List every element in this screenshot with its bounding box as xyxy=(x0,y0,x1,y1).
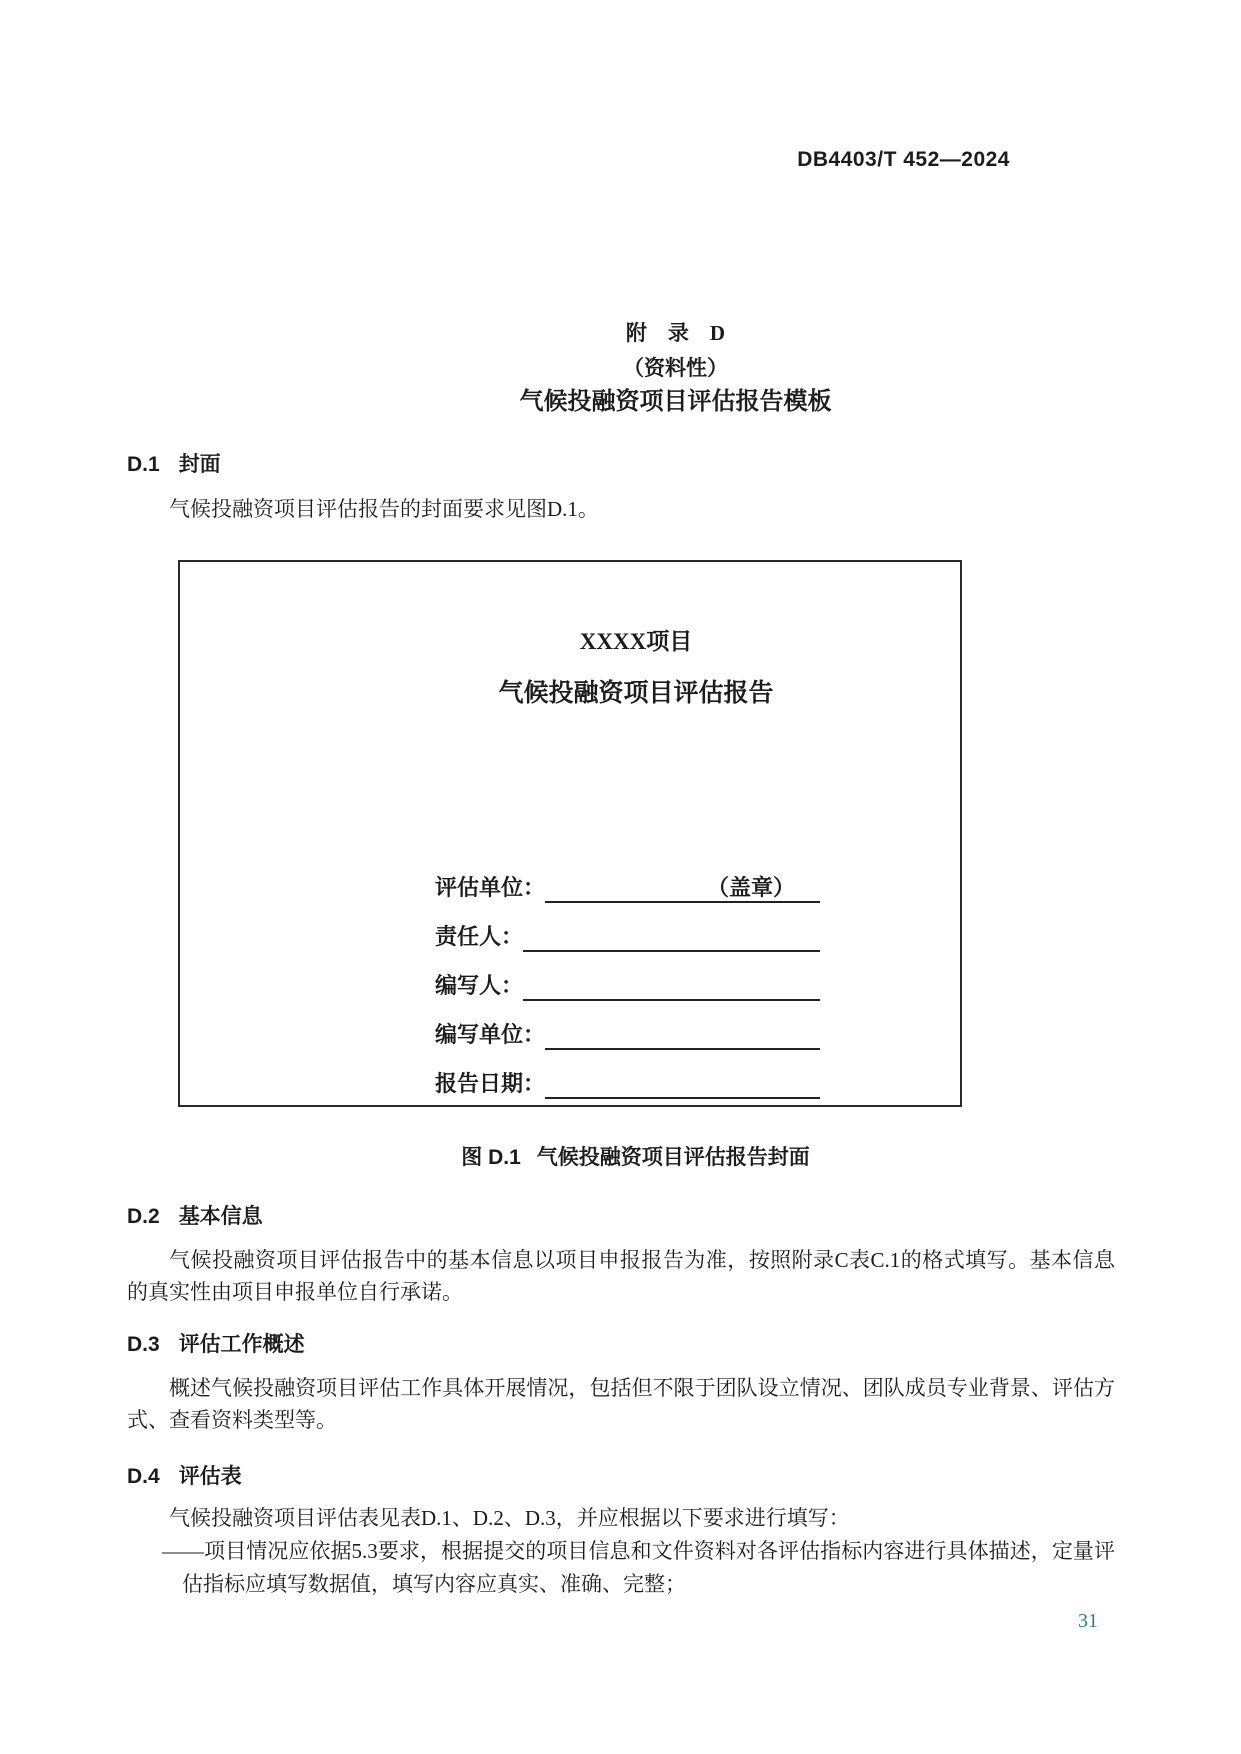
field-row-author-unit xyxy=(435,1001,820,1050)
figure-cover-box xyxy=(178,560,962,1107)
section-title-d4: 评估表 xyxy=(178,1465,242,1488)
standard-number: DB4403/T 452—2024 xyxy=(797,148,1010,171)
cover-title-block xyxy=(312,627,960,711)
field-row-assessment-unit xyxy=(435,854,820,903)
field-blank-line xyxy=(523,920,820,952)
paragraph-d2: 气候投融资项目评估报告中的基本信息以项目申报报告为准，按照附录C表C.1的格式填写。基本信息的真实性由项目申报单位自行承诺。 xyxy=(127,1248,1115,1304)
section-number-d1: D.1 xyxy=(127,453,160,476)
field-row-report-date xyxy=(435,1050,820,1099)
section-title-d2: 基本信息 xyxy=(178,1205,263,1228)
seal-annotation: （盖章） xyxy=(706,875,795,900)
paragraph-d4: 气候投融资项目评估表见表D.1、D.2、D.3，并应根据以下要求进行填写： xyxy=(169,1506,850,1530)
field-blank-line xyxy=(545,871,820,903)
field-label-author: 编写人： xyxy=(435,973,524,998)
page-number: 31 xyxy=(1078,1610,1098,1632)
section-heading-d1 xyxy=(127,448,221,478)
field-label-assessment-unit: 评估单位： xyxy=(435,875,546,900)
appendix-title-block xyxy=(110,316,1241,420)
appendix-title-line3: 气候投融资项目评估报告模板 xyxy=(519,389,832,415)
section-title-d1: 封面 xyxy=(178,453,221,476)
section-heading-d3 xyxy=(127,1328,305,1358)
section-number-d3: D.3 xyxy=(127,1333,160,1356)
figure-caption-text: 气候投融资项目评估报告封面 xyxy=(536,1146,810,1169)
section-title-d3: 评估工作概述 xyxy=(178,1333,305,1356)
field-label-report-date: 报告日期： xyxy=(435,1071,546,1096)
appendix-title-line1: 附 录 D xyxy=(625,321,726,345)
cover-report-title: 气候投融资项目评估报告 xyxy=(498,680,774,707)
section-number-d2: D.2 xyxy=(127,1205,160,1228)
section-number-d4: D.4 xyxy=(127,1465,160,1488)
figure-caption xyxy=(30,1141,1241,1171)
field-blank-line xyxy=(523,969,820,1001)
section-heading-d4 xyxy=(127,1460,242,1490)
paragraph-d1: 气候投融资项目评估报告的封面要求见图D.1。 xyxy=(169,497,599,521)
paragraph-d3: 概述气候投融资项目评估工作具体开展情况，包括但不限于团队设立情况、团队成员专业背景、评估方式、查看资料类型等。 xyxy=(127,1376,1115,1432)
appendix-title-line2: （资料性） xyxy=(623,356,728,380)
field-label-responsible-person: 责任人： xyxy=(435,924,524,949)
field-row-author xyxy=(435,952,820,1001)
field-label-author-unit: 编写单位： xyxy=(435,1022,546,1047)
figure-caption-number: 图 D.1 xyxy=(461,1146,521,1169)
cover-project-title: XXXX项目 xyxy=(579,629,693,654)
list-item-d4: ——项目情况应依据5.3要求，根据提交的项目信息和文件资料对各评估指标内容进行具体描述，定量评估指标应填写数据值，填写内容应真实、准确、完整； xyxy=(162,1539,1115,1596)
field-blank-line xyxy=(545,1067,820,1099)
field-row-responsible-person xyxy=(435,903,820,952)
section-heading-d2 xyxy=(127,1200,263,1230)
cover-fields xyxy=(435,854,820,1099)
field-blank-line xyxy=(545,1018,820,1050)
